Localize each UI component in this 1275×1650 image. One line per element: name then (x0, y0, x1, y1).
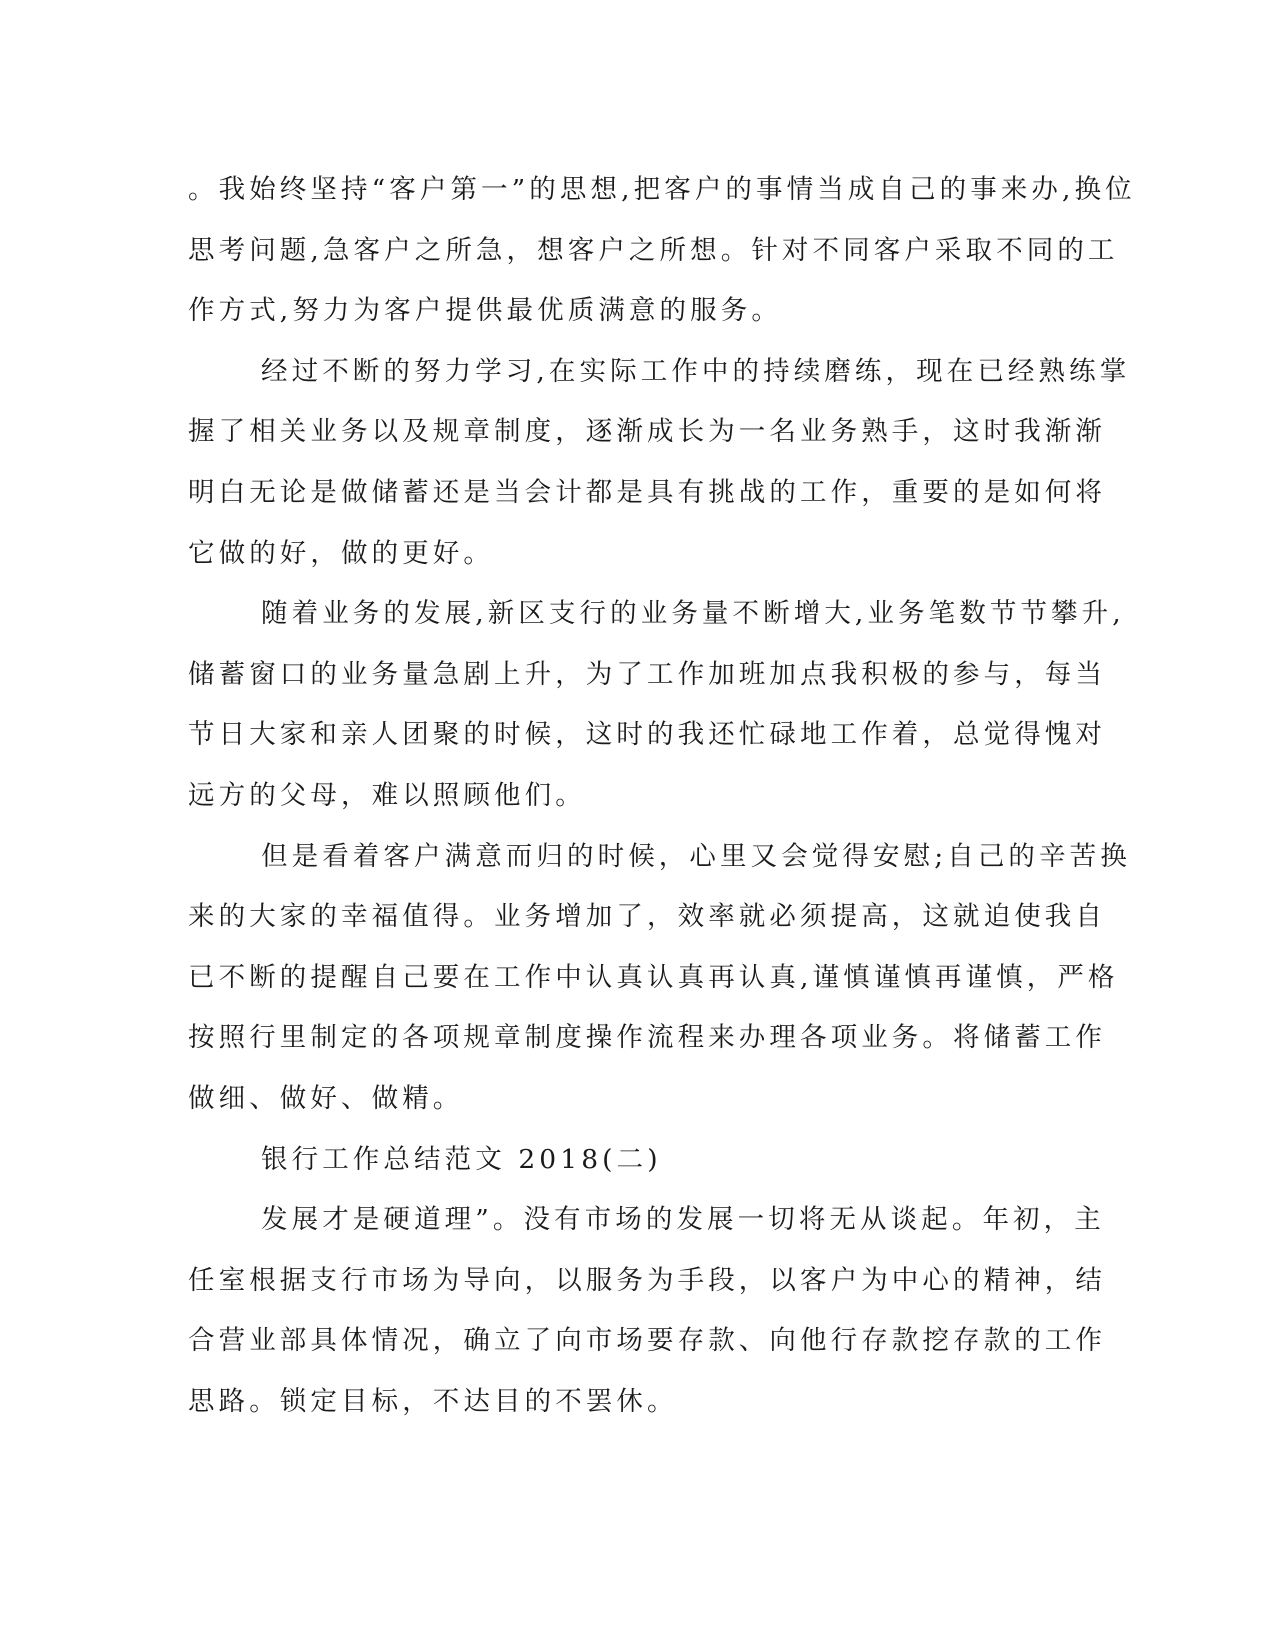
section-heading (188, 1130, 1088, 1191)
text-line: 远方的父母，难以照顾他们。 (188, 779, 586, 811)
text-line: 储蓄窗口的业务量急剧上升，为了工作加班加点我积极的参与，每当 (188, 658, 1106, 690)
text-line: 已不断的提醒自己要在工作中认真认真再认真,谨慎谨慎再谨慎，严格 (188, 961, 1119, 993)
text-line: 思路。锁定目标，不达目的不罢休。 (188, 1385, 678, 1417)
text-line: 发展才是硬道理”。没有市场的发展一切将无从谈起。年初，主 (261, 1204, 1105, 1236)
text-line: 随着业务的发展,新区支行的业务量不断增大,业务笔数节节攀升, (261, 598, 1125, 630)
text-line: 任室根据支行市场为导向，以服务为手段，以客户为中心的精神，结 (188, 1264, 1106, 1296)
text-line: 思考问题,急客户之所急，想客户之所想。针对不同客户采取不同的工 (188, 234, 1119, 266)
paragraph-business-growth (188, 584, 1125, 826)
text-line: 明白无论是做储蓄还是当会计都是具有挑战的工作，重要的是如何将 (188, 476, 1106, 508)
text-line: 按照行里制定的各项规章制度操作流程来办理各项业务。将储蓄工作 (188, 1022, 1106, 1054)
paragraph-development (188, 1190, 1106, 1432)
text-line: 握了相关业务以及规章制度，逐渐成长为一名业务熟手，这时我渐渐 (188, 416, 1106, 448)
paragraph-continuation (188, 160, 1136, 342)
text-line: 来的大家的幸福值得。业务增加了，效率就必须提高，这就迫使我自 (188, 901, 1106, 933)
text-line: 经过不断的努力学习,在实际工作中的持续磨练，现在已经熟练掌 (261, 355, 1131, 387)
text-line: 它做的好，做的更好。 (188, 537, 494, 569)
text-line: 但是看着客户满意而归的时候，心里又会觉得安慰;自己的辛苦换 (261, 840, 1131, 872)
text-line: 作方式,努力为客户提供最优质满意的服务。 (188, 295, 782, 327)
text-line: 。我始终坚持“客户第一”的思想,把客户的事情当成自己的事来办,换位 (188, 174, 1136, 205)
text-line: 节日大家和亲人团聚的时候，这时的我还忙碌地工作着，总觉得愧对 (188, 719, 1106, 751)
document-body (188, 160, 1136, 1432)
text-line: 做细、做好、做精。 (188, 1082, 464, 1114)
paragraph-customer-satisfaction (188, 827, 1131, 1130)
heading-text: 银行工作总结范文 2018(二) (261, 1143, 662, 1175)
paragraph-skills (188, 342, 1131, 584)
text-line: 合营业部具体情况，确立了向市场要存款、向他行存款挖存款的工作 (188, 1325, 1106, 1357)
